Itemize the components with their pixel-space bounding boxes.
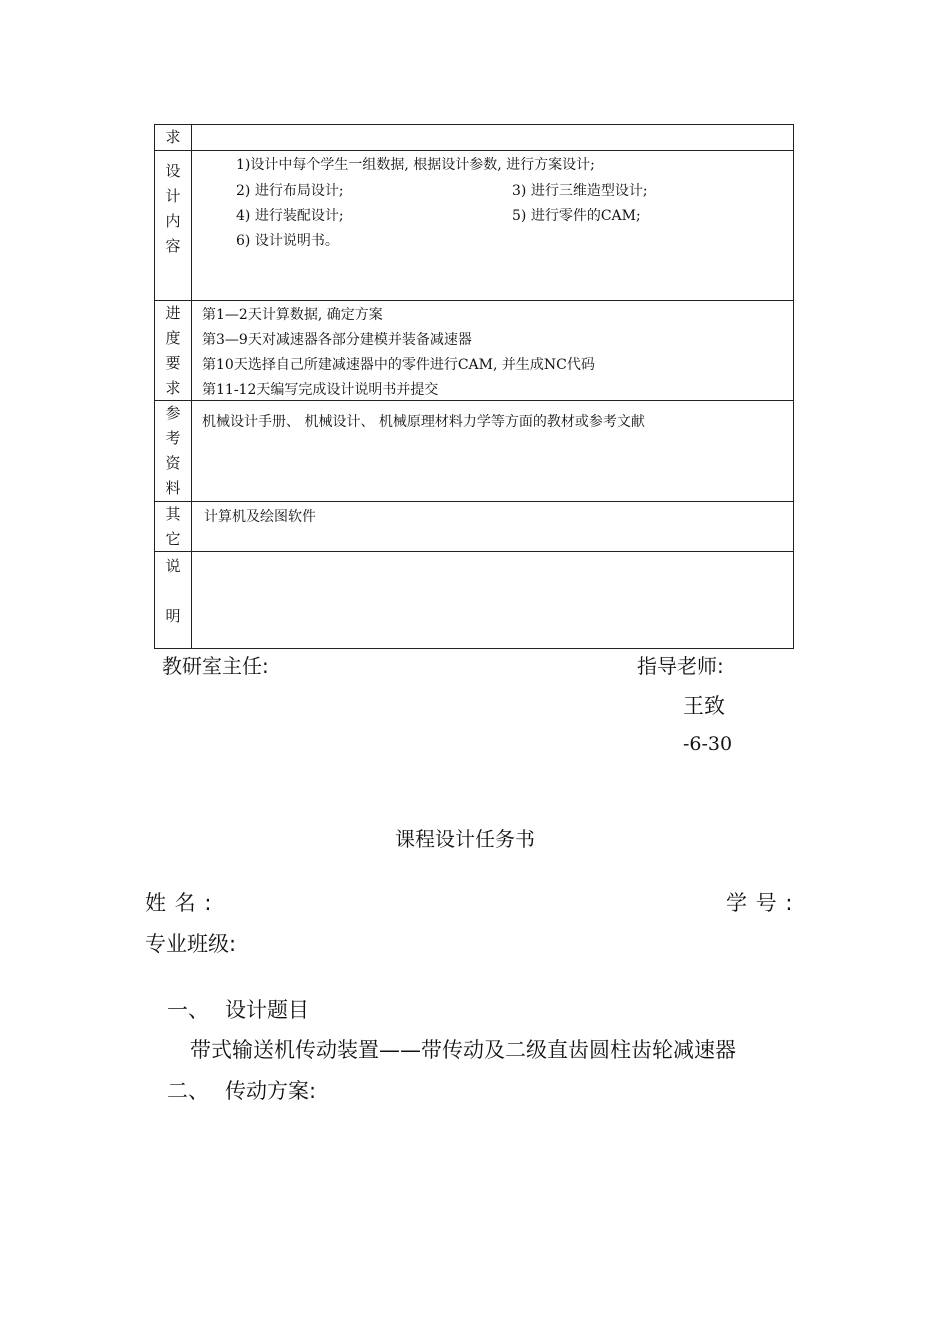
section1-number: 一、 bbox=[167, 998, 209, 1022]
label-char: 进 bbox=[165, 304, 181, 322]
label-char: 料 bbox=[165, 479, 181, 497]
name-label: 姓 名 : bbox=[145, 891, 213, 915]
advisor-name: 王致 bbox=[683, 694, 725, 718]
label-char: 它 bbox=[165, 530, 181, 548]
content-line: 4) 进行装配设计; bbox=[236, 208, 344, 224]
row-content bbox=[193, 502, 793, 551]
content-line: 计算机及绘图软件 bbox=[204, 509, 316, 525]
row-content bbox=[193, 301, 793, 400]
content-line: 2) 进行布局设计; bbox=[236, 183, 344, 199]
table-row bbox=[155, 151, 793, 301]
content-line: 3) 进行三维造型设计; bbox=[512, 183, 648, 199]
content-line: 1)设计中每个学生一组数据, 根据设计参数, 进行方案设计; bbox=[236, 157, 595, 173]
content-line: 第1—2天计算数据, 确定方案 bbox=[202, 307, 383, 323]
label-char: 求 bbox=[165, 379, 181, 397]
label-char: 容 bbox=[165, 237, 181, 255]
label-char: 参 bbox=[165, 404, 181, 422]
table-row bbox=[155, 502, 793, 552]
row-content bbox=[193, 125, 793, 150]
label-char: 其 bbox=[165, 505, 181, 523]
requirements-table bbox=[154, 124, 794, 649]
label-char: 内 bbox=[165, 212, 181, 230]
label-spacer bbox=[155, 579, 191, 604]
row-label bbox=[155, 125, 192, 150]
row-content bbox=[193, 151, 793, 300]
label-char: 度 bbox=[165, 329, 181, 347]
row-label bbox=[155, 151, 192, 300]
page-title: 课程设计任务书 bbox=[395, 827, 535, 851]
table-row bbox=[155, 401, 793, 502]
section1-body: 带式输送机传动装置——带传动及二级直齿圆柱齿轮减速器 bbox=[190, 1038, 736, 1062]
row-content bbox=[193, 401, 793, 501]
student-id-label: 学 号 : bbox=[726, 891, 794, 915]
row-label bbox=[155, 502, 192, 551]
content-line: 机械设计手册、 机械设计、 机械原理材料力学等方面的教材或参考文献 bbox=[202, 414, 645, 430]
label-char: 设 bbox=[165, 162, 181, 180]
label-char: 明 bbox=[165, 607, 181, 625]
label-char: 说 bbox=[165, 557, 181, 575]
label-char: 考 bbox=[165, 429, 181, 447]
label-char: 求 bbox=[165, 128, 181, 146]
director-label: 教研室主任: bbox=[162, 654, 269, 678]
row-label bbox=[155, 301, 192, 400]
content-line: 5) 进行零件的CAM; bbox=[512, 208, 641, 224]
content-line: 第3—9天对减速器各部分建模并装备减速器 bbox=[202, 332, 472, 348]
row-label bbox=[155, 552, 192, 648]
section2-number: 二、 bbox=[167, 1079, 209, 1103]
major-class-label: 专业班级: bbox=[145, 932, 237, 956]
label-char: 要 bbox=[165, 354, 181, 372]
section1-title: 设计题目 bbox=[225, 998, 309, 1022]
date: -6-30 bbox=[683, 733, 733, 755]
label-char: 计 bbox=[165, 187, 181, 205]
content-line: 6) 设计说明书。 bbox=[236, 233, 339, 249]
label-char: 资 bbox=[165, 454, 181, 472]
table-row bbox=[155, 125, 793, 151]
content-line: 第10天选择自己所建减速器中的零件进行CAM, 并生成NC代码 bbox=[202, 357, 595, 373]
table-row bbox=[155, 301, 793, 401]
section2-title: 传动方案: bbox=[225, 1079, 317, 1103]
row-label bbox=[155, 401, 192, 501]
table-row bbox=[155, 552, 793, 648]
content-line: 第11-12天编写完成设计说明书并提交 bbox=[202, 382, 439, 398]
row-content bbox=[193, 552, 793, 648]
advisor-label: 指导老师: bbox=[637, 654, 724, 678]
